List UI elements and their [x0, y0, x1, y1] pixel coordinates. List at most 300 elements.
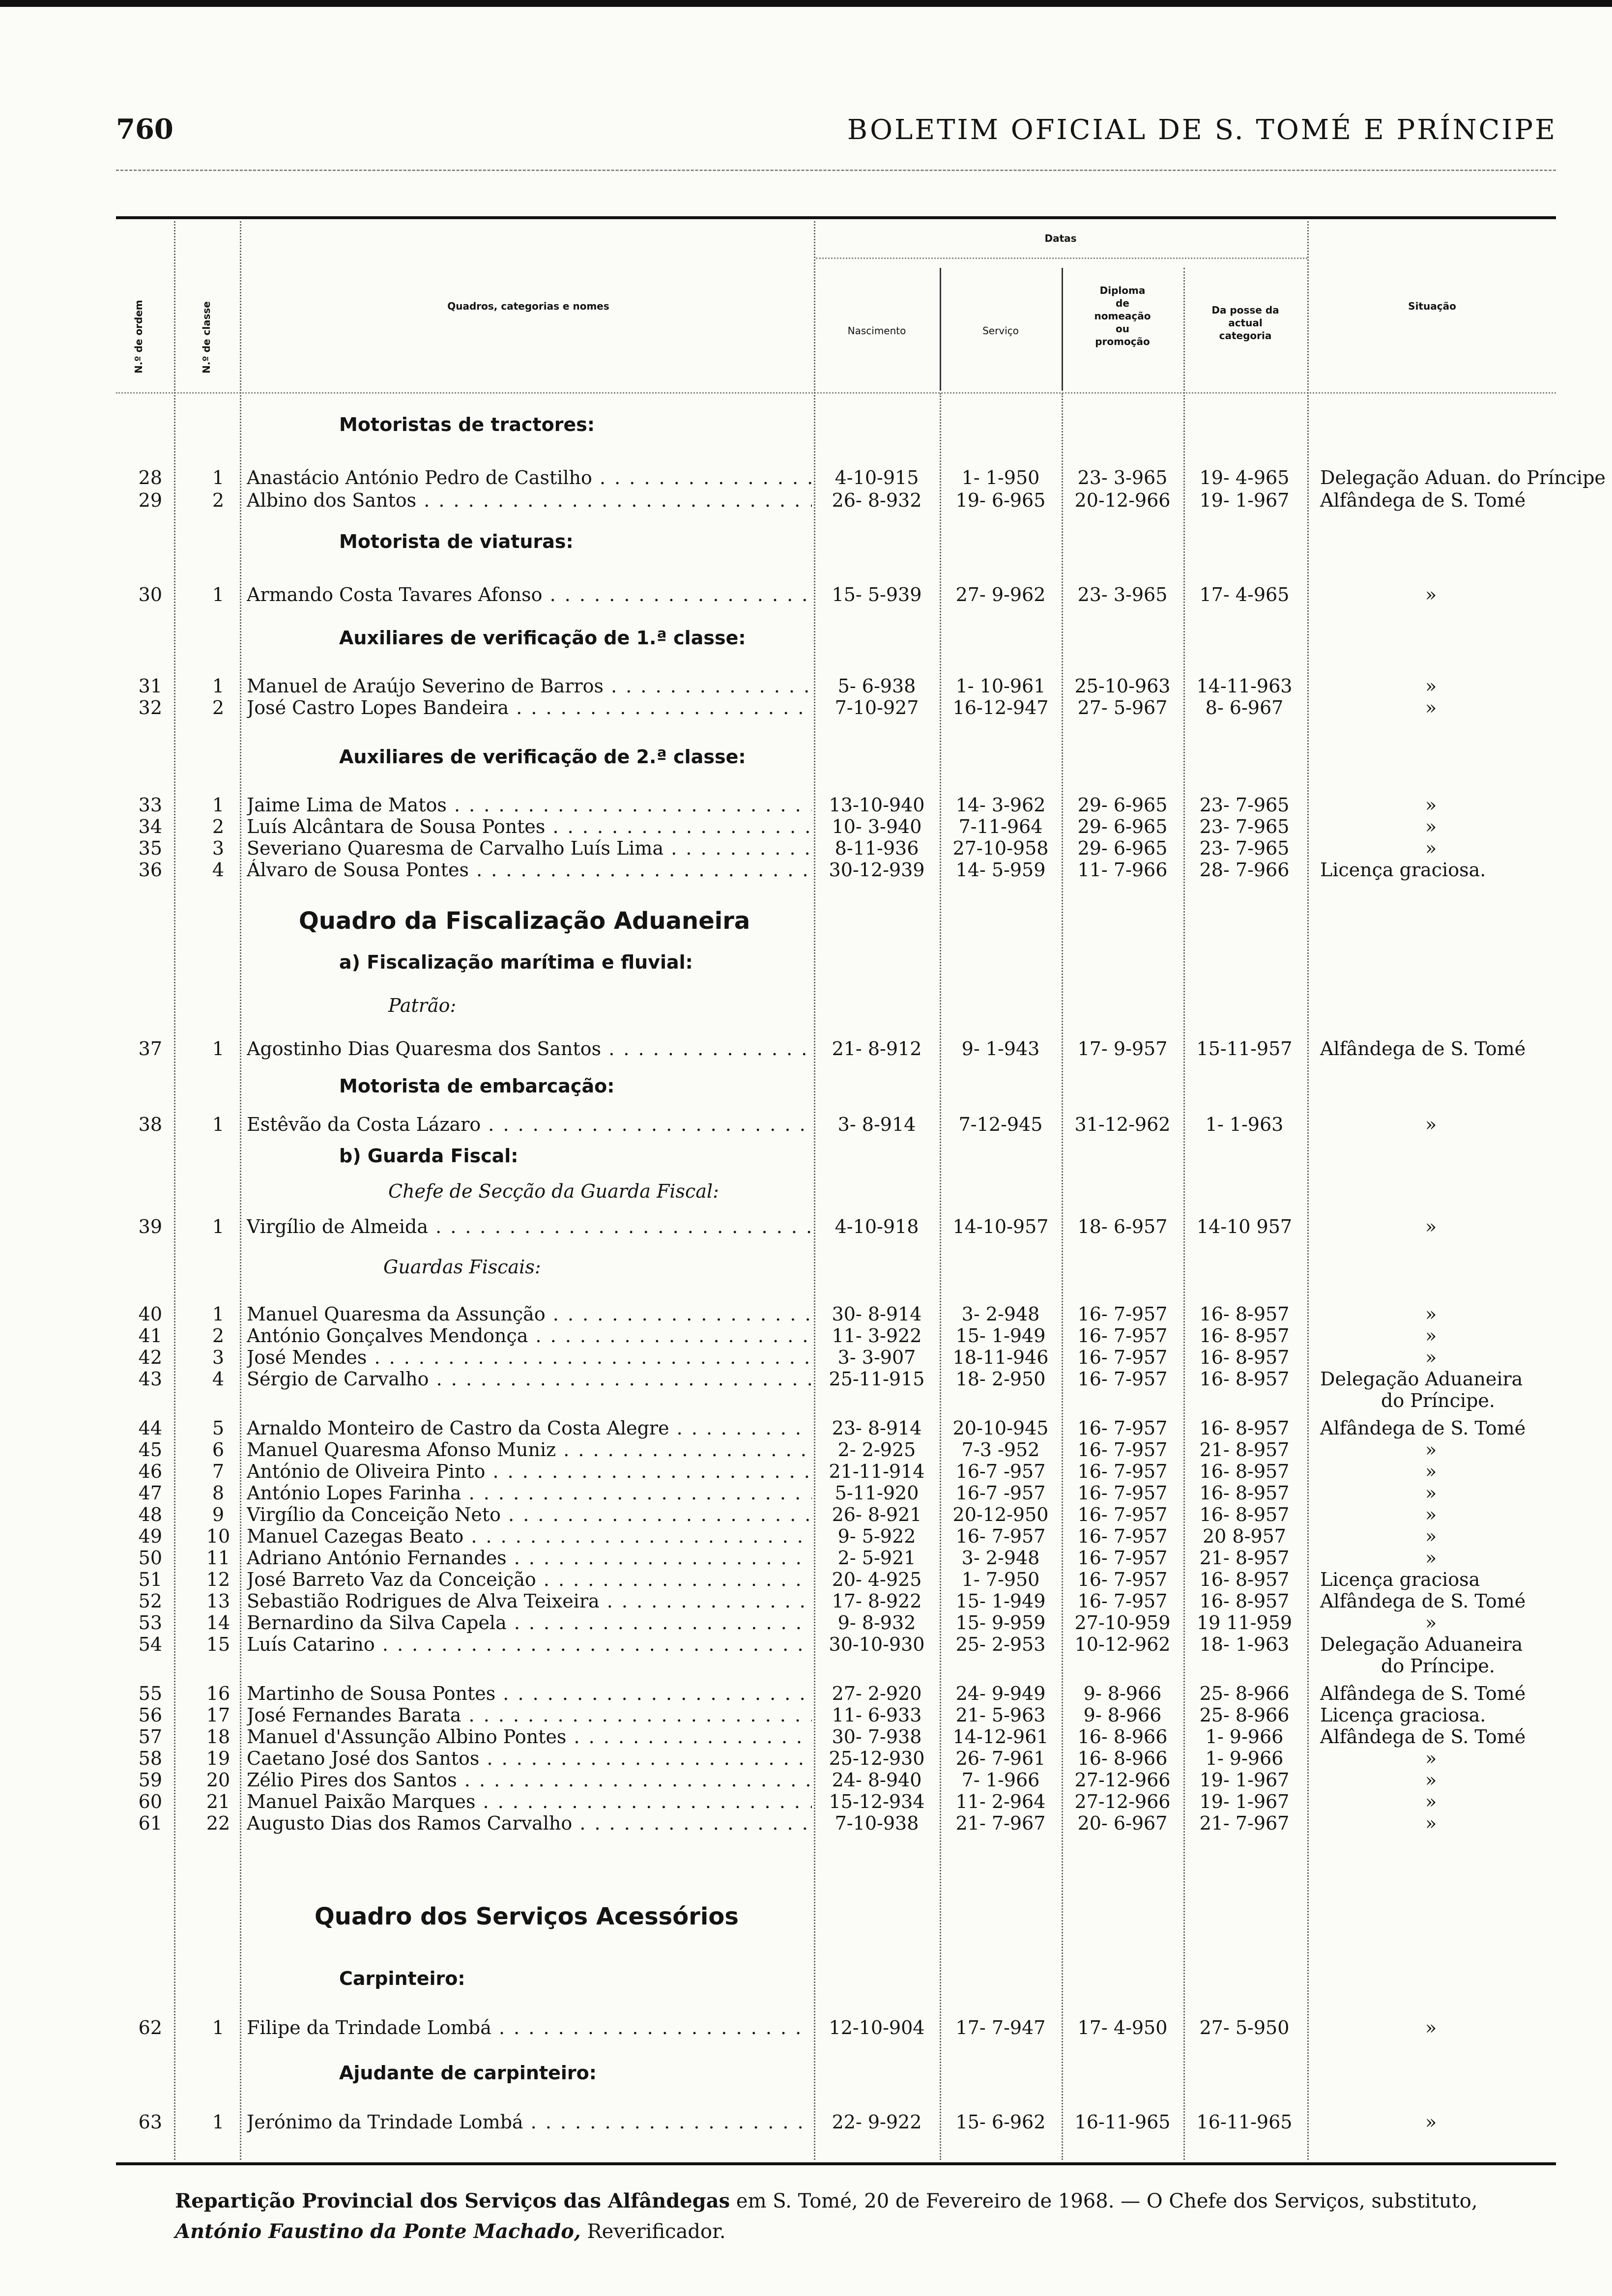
table-row [0, 1812, 1612, 1834]
cell-k: 2 [212, 489, 225, 511]
table-row [0, 1347, 1612, 1368]
header-rule [116, 170, 1556, 171]
dates-group-rule [816, 258, 1307, 259]
col-divider-order [174, 221, 175, 2160]
cell-name: António Lopes Farinha . . . [247, 1482, 812, 1504]
cell-d3: 23- 3-965 [1077, 467, 1168, 488]
cell-name: Augusto Dias dos Ramos Carvalho . . . [247, 1812, 812, 1834]
cell-n: 59 [138, 1769, 162, 1791]
table-row [0, 584, 1612, 605]
cell-d3: 16- 7-957 [1077, 1417, 1168, 1439]
cell-d3: 27-12-966 [1074, 1791, 1171, 1812]
cell-k: 16 [206, 1683, 230, 1704]
table-row [0, 1791, 1612, 1812]
cell-d3: 27- 5-967 [1077, 697, 1168, 718]
cell-d1: 17- 8-922 [832, 1590, 922, 1612]
cell-n: 54 [138, 1634, 162, 1655]
cell-n: 48 [138, 1504, 162, 1525]
cell-d4: 21- 7-967 [1199, 1812, 1290, 1834]
cell-situation: » [1425, 1748, 1437, 1769]
cell-d3: 16- 7-957 [1077, 1504, 1168, 1525]
table-row [0, 1547, 1612, 1569]
cell-d3: 16- 7-957 [1077, 1461, 1168, 1482]
cell-d2: 7-3 -952 [961, 1439, 1040, 1461]
table-row [0, 1114, 1612, 1135]
section-tractor-drivers: Motoristas de tractores: [339, 414, 595, 435]
cell-d2: 21- 7-967 [955, 1812, 1046, 1834]
header-birth: Nascimento [847, 325, 906, 337]
section-carpenter: Carpinteiro: [339, 1968, 465, 1989]
cell-k: 1 [212, 1303, 225, 1325]
header-diploma-l3: nomeação [1094, 310, 1151, 322]
cell-d3: 16- 7-957 [1077, 1439, 1168, 1461]
cell-d3: 16- 7-957 [1077, 1525, 1168, 1547]
cell-d2: 21- 5-963 [955, 1704, 1046, 1726]
cell-d4: 14-11-963 [1196, 675, 1293, 697]
table-row [0, 1590, 1612, 1612]
cell-name: Armando Costa Tavares Afonso . . . [247, 584, 812, 605]
cell-d4: 16- 8-957 [1199, 1417, 1290, 1439]
cell-name: Virgílio de Almeida . . . [247, 1216, 812, 1237]
cell-d1: 4-10-915 [835, 467, 919, 488]
footer-role: Reverificador. [587, 2220, 726, 2243]
cell-d3: 11- 7-966 [1077, 859, 1168, 881]
cell-n: 36 [138, 859, 162, 881]
cell-d2: 18- 2-950 [955, 1368, 1046, 1390]
cell-d2: 27- 9-962 [955, 584, 1046, 605]
cell-situation-cont: do Príncipe. [1381, 1655, 1495, 1677]
cell-d4: 21- 8-957 [1199, 1439, 1290, 1461]
header-dates: Datas [1044, 232, 1077, 244]
cell-name: Sebastião Rodrigues de Alva Teixeira . . . [247, 1590, 812, 1612]
cell-name: Zélio Pires dos Santos . . . [247, 1769, 812, 1791]
cell-name: Manuel Quaresma Afonso Muniz . . . [247, 1439, 812, 1461]
cell-name: Manuel Quaresma da Assunção . . . [247, 1303, 812, 1325]
cell-situation: » [1425, 1216, 1437, 1237]
cell-k: 19 [206, 1748, 230, 1769]
header-posse-l2: actual [1228, 317, 1263, 329]
cell-situation: » [1425, 1482, 1437, 1504]
cell-d4: 19 11-959 [1196, 1612, 1293, 1634]
footer-signer: António Faustino da Ponte Machado, [175, 2220, 581, 2243]
cell-situation: » [1425, 1347, 1437, 1368]
publication-title: BOLETIM OFICIAL DE S. TOMÉ E PRÍNCIPE [847, 114, 1557, 146]
cell-k: 1 [212, 584, 225, 605]
cell-n: 41 [138, 1325, 162, 1347]
cell-k: 18 [206, 1726, 230, 1748]
cell-d2: 24- 9-949 [955, 1683, 1046, 1704]
table-row [0, 1726, 1612, 1748]
col-divider-class [240, 221, 241, 2160]
cell-situation: » [1425, 1612, 1437, 1634]
cell-situation: Licença graciosa [1320, 1569, 1480, 1590]
cell-name: José Castro Lopes Bandeira . . . [247, 697, 812, 718]
cell-d1: 21-11-914 [829, 1461, 925, 1482]
cell-d1: 12-10-904 [829, 2017, 925, 2038]
cell-d1: 15- 5-939 [832, 584, 922, 605]
cell-d1: 30- 7-938 [832, 1726, 922, 1748]
cell-d4: 18- 1-963 [1199, 1634, 1290, 1655]
cell-d1: 15-12-934 [829, 1791, 925, 1812]
cell-d3: 29- 6-965 [1077, 837, 1168, 859]
cell-situation: » [1425, 1812, 1437, 1834]
cell-situation: » [1425, 1525, 1437, 1547]
cell-name: Manuel Paixão Marques . . . [247, 1791, 812, 1812]
col-divider-diploma [1183, 268, 1185, 2160]
cell-situation: Licença graciosa. [1320, 1704, 1486, 1726]
cell-d1: 8-11-936 [835, 837, 919, 859]
cell-d4: 23- 7-965 [1199, 816, 1290, 837]
cell-n: 45 [138, 1439, 162, 1461]
cell-d3: 29- 6-965 [1077, 794, 1168, 816]
cell-situation: Licença graciosa. [1320, 859, 1486, 881]
section-vehicle-driver: Motorista de viaturas: [339, 531, 574, 552]
cell-name: Manuel d'Assunção Albino Pontes . . . [247, 1726, 812, 1748]
cell-n: 55 [138, 1683, 162, 1704]
cell-n: 30 [138, 584, 162, 605]
section-customs-inspection: Quadro da Fiscalização Aduaneira [299, 907, 750, 935]
cell-d4: 17- 4-965 [1199, 584, 1290, 605]
cell-name: José Barreto Vaz da Conceição . . . [247, 1569, 812, 1590]
section-maritime: a) Fiscalização marítima e fluvial: [339, 951, 693, 973]
cell-d2: 15- 1-949 [955, 1590, 1046, 1612]
cell-d4: 28- 7-966 [1199, 859, 1290, 881]
cell-d4: 16- 8-957 [1199, 1569, 1290, 1590]
section-guardas-fiscais: Guardas Fiscais: [383, 1256, 541, 1278]
cell-d4: 16- 8-957 [1199, 1347, 1290, 1368]
cell-d3: 9- 8-966 [1083, 1683, 1162, 1704]
table-bottom-rule [116, 2162, 1556, 2165]
cell-k: 10 [206, 1525, 230, 1547]
cell-n: 40 [138, 1303, 162, 1325]
cell-d1: 26- 8-921 [832, 1504, 922, 1525]
cell-d2: 26- 7-961 [955, 1748, 1046, 1769]
cell-n: 43 [138, 1368, 162, 1390]
header-class-number: N.º de classe [201, 301, 212, 373]
cell-k: 9 [212, 1504, 225, 1525]
cell-k: 3 [212, 1347, 225, 1368]
cell-situation: Alfândega de S. Tomé [1320, 489, 1526, 511]
cell-d4: 1- 9-966 [1205, 1748, 1284, 1769]
cell-name: Estêvão da Costa Lázaro . . . [247, 1114, 812, 1135]
footer-signature [175, 2186, 1571, 2247]
cell-d2: 1- 1-950 [961, 467, 1040, 488]
cell-k: 1 [212, 2111, 225, 2133]
cell-k: 12 [206, 1569, 230, 1590]
cell-name: Albino dos Santos . . . [247, 489, 812, 511]
cell-d1: 21- 8-912 [832, 1038, 922, 1060]
cell-n: 46 [138, 1461, 162, 1482]
cell-k: 1 [212, 1114, 225, 1135]
cell-d2: 16- 7-957 [955, 1525, 1046, 1547]
cell-d2: 7-11-964 [958, 816, 1043, 837]
cell-d3: 23- 3-965 [1077, 584, 1168, 605]
cell-d3: 27-12-966 [1074, 1769, 1171, 1791]
cell-d4: 27- 5-950 [1199, 2017, 1290, 2038]
cell-situation: » [1425, 1114, 1437, 1135]
cell-d2: 7-12-945 [958, 1114, 1043, 1135]
cell-n: 61 [138, 1812, 162, 1834]
cell-n: 49 [138, 1525, 162, 1547]
cell-name: Sérgio de Carvalho . . . [247, 1368, 812, 1390]
cell-situation: » [1425, 1461, 1437, 1482]
cell-k: 13 [206, 1590, 230, 1612]
table-row [0, 1368, 1612, 1411]
cell-k: 21 [206, 1791, 230, 1812]
cell-k: 4 [212, 1368, 225, 1390]
cell-n: 28 [138, 467, 162, 488]
cell-d1: 20- 4-925 [832, 1569, 922, 1590]
cell-situation: Alfândega de S. Tomé [1320, 1726, 1526, 1748]
cell-k: 8 [212, 1482, 225, 1504]
cell-name: Manuel de Araújo Severino de Barros . . . [247, 675, 812, 697]
cell-d2: 1- 10-961 [955, 675, 1046, 697]
table-row [0, 489, 1612, 511]
cell-d2: 17- 7-947 [955, 2017, 1046, 2038]
cell-d2: 3- 2-948 [961, 1547, 1040, 1569]
cell-d3: 20- 6-967 [1077, 1812, 1168, 1834]
cell-situation: Delegação Aduaneira [1320, 1368, 1523, 1390]
cell-name: Arnaldo Monteiro de Castro da Costa Alegre . . . [247, 1417, 812, 1439]
cell-name: Agostinho Dias Quaresma dos Santos . . . [247, 1038, 812, 1060]
cell-d3: 16- 7-957 [1077, 1347, 1168, 1368]
cell-k: 2 [212, 816, 225, 837]
cell-d1: 9- 5-922 [837, 1525, 916, 1547]
cell-d1: 26- 8-932 [832, 489, 922, 511]
cell-d1: 24- 8-940 [832, 1769, 922, 1791]
cell-n: 35 [138, 837, 162, 859]
cell-d1: 11- 6-933 [832, 1704, 922, 1726]
cell-d1: 25-11-915 [829, 1368, 925, 1390]
cell-d2: 16-7 -957 [955, 1482, 1046, 1504]
cell-d1: 5-11-920 [835, 1482, 919, 1504]
cell-situation: Alfândega de S. Tomé [1320, 1038, 1526, 1060]
cell-k: 3 [212, 837, 225, 859]
cell-situation-cont: do Príncipe. [1381, 1390, 1495, 1411]
cell-name: Jaime Lima de Matos . . . [247, 794, 812, 816]
cell-d4: 19- 1-967 [1199, 1791, 1290, 1812]
cell-d1: 23- 8-914 [832, 1417, 922, 1439]
section-accessory-services: Quadro dos Serviços Acessórios [315, 1903, 739, 1930]
cell-situation: » [1425, 1769, 1437, 1791]
cell-k: 1 [212, 1038, 225, 1060]
cell-d4: 16- 8-957 [1199, 1504, 1290, 1525]
cell-d4: 16- 8-957 [1199, 1303, 1290, 1325]
cell-situation: » [1425, 816, 1437, 837]
cell-d2: 15- 6-962 [955, 2111, 1046, 2133]
cell-situation: » [1425, 1303, 1437, 1325]
cell-d1: 2- 2-925 [837, 1439, 916, 1461]
cell-d3: 16-11-965 [1074, 2111, 1171, 2133]
table-row [0, 1417, 1612, 1439]
col-divider-names [814, 221, 815, 2160]
cell-n: 38 [138, 1114, 162, 1135]
cell-d1: 5- 6-938 [837, 675, 916, 697]
cell-k: 4 [212, 859, 225, 881]
table-row [0, 1038, 1612, 1060]
cell-k: 5 [212, 1417, 225, 1439]
table-row [0, 1569, 1612, 1590]
cell-d4: 25- 8-966 [1199, 1704, 1290, 1726]
cell-d3: 17- 9-957 [1077, 1038, 1168, 1060]
cell-d4: 20 8-957 [1203, 1525, 1286, 1547]
cell-n: 29 [138, 489, 162, 511]
cell-situation: » [1425, 1504, 1437, 1525]
cell-d3: 16- 8-966 [1077, 1726, 1168, 1748]
header-service: Serviço [982, 325, 1019, 337]
cell-n: 42 [138, 1347, 162, 1368]
cell-situation: » [1425, 1439, 1437, 1461]
cell-d2: 18-11-946 [952, 1347, 1049, 1368]
cell-n: 47 [138, 1482, 162, 1504]
cell-d3: 27-10-959 [1074, 1612, 1171, 1634]
cell-d4: 16-11-965 [1196, 2111, 1293, 2133]
cell-d4: 23- 7-965 [1199, 837, 1290, 859]
header-posse-l1: Da posse da [1211, 304, 1279, 316]
cell-n: 39 [138, 1216, 162, 1237]
cell-d4: 8- 6-967 [1205, 697, 1284, 718]
cell-d2: 20-10-945 [952, 1417, 1049, 1439]
table-row [0, 1439, 1612, 1461]
cell-k: 14 [206, 1612, 230, 1634]
col-divider-service-body [1062, 393, 1063, 2160]
cell-name: Martinho de Sousa Pontes . . . [247, 1683, 812, 1704]
table-row [0, 1504, 1612, 1525]
cell-d1: 22- 9-922 [832, 2111, 922, 2133]
section-verification-1st: Auxiliares de verificação de 1.ª classe: [339, 627, 746, 649]
cell-situation: » [1425, 1325, 1437, 1347]
header-posse [1183, 304, 1307, 342]
cell-d3: 16- 7-957 [1077, 1325, 1168, 1347]
cell-d4: 16- 8-957 [1199, 1325, 1290, 1347]
cell-d1: 30-12-939 [829, 859, 925, 881]
table-row [0, 1612, 1612, 1634]
cell-name: Virgílio da Conceição Neto . . . [247, 1504, 812, 1525]
col-divider-birth-body [940, 393, 941, 2160]
cell-d2: 14-12-961 [952, 1726, 1049, 1748]
cell-d1: 13-10-940 [829, 794, 925, 816]
cell-d3: 16- 8-966 [1077, 1748, 1168, 1769]
cell-name: António de Oliveira Pinto . . . [247, 1461, 812, 1482]
cell-d1: 7-10-938 [835, 1812, 919, 1834]
cell-d4: 1- 1-963 [1205, 1114, 1284, 1135]
cell-d3: 16- 7-957 [1077, 1590, 1168, 1612]
table-row [0, 1303, 1612, 1325]
cell-d2: 20-12-950 [952, 1504, 1049, 1525]
cell-situation: Alfândega de S. Tomé [1320, 1683, 1526, 1704]
cell-n: 63 [138, 2111, 162, 2133]
cell-k: 11 [206, 1547, 230, 1569]
cell-n: 57 [138, 1726, 162, 1748]
table-row [0, 467, 1612, 488]
cell-k: 22 [206, 1812, 230, 1834]
table-row [0, 1216, 1612, 1237]
cell-n: 62 [138, 2017, 162, 2038]
cell-d1: 30-10-930 [829, 1634, 925, 1655]
table-row [0, 2017, 1612, 2038]
table-row [0, 675, 1612, 697]
cell-d3: 18- 6-957 [1077, 1216, 1168, 1237]
cell-d2: 3- 2-948 [961, 1303, 1040, 1325]
cell-d2: 1- 7-950 [961, 1569, 1040, 1590]
cell-situation: Alfândega de S. Tomé [1320, 1590, 1526, 1612]
section-patrao: Patrão: [388, 995, 457, 1016]
cell-d4: 21- 8-957 [1199, 1547, 1290, 1569]
cell-d2: 15- 1-949 [955, 1325, 1046, 1347]
cell-d1: 7-10-927 [835, 697, 919, 718]
cell-d1: 3- 3-907 [837, 1347, 916, 1368]
cell-d2: 19- 6-965 [955, 489, 1046, 511]
cell-n: 60 [138, 1791, 162, 1812]
cell-d2: 7- 1-966 [961, 1769, 1040, 1791]
cell-d2: 14-10-957 [952, 1216, 1049, 1237]
cell-k: 1 [212, 675, 225, 697]
cell-d1: 10- 3-940 [832, 816, 922, 837]
header-names: Quadros, categorias e nomes [447, 300, 609, 312]
table-row [0, 1461, 1612, 1482]
section-guarda-fiscal: b) Guarda Fiscal: [339, 1145, 518, 1167]
cell-n: 51 [138, 1569, 162, 1590]
cell-d3: 16- 7-957 [1077, 1368, 1168, 1390]
table-row [0, 697, 1612, 718]
cell-d4: 16- 8-957 [1199, 1461, 1290, 1482]
header-bottom-rule [116, 392, 1556, 394]
table-top-rule [116, 216, 1556, 219]
cell-d2: 11- 2-964 [955, 1791, 1046, 1812]
cell-d4: 23- 7-965 [1199, 794, 1290, 816]
section-verification-2nd: Auxiliares de verificação de 2.ª classe: [339, 746, 746, 768]
cell-situation: Delegação Aduan. do Príncipe [1320, 467, 1606, 488]
cell-d4: 14-10 957 [1196, 1216, 1293, 1237]
cell-situation: » [1425, 584, 1437, 605]
cell-d2: 14- 5-959 [955, 859, 1046, 881]
cell-k: 2 [212, 1325, 225, 1347]
header-diploma-l5: promoção [1095, 336, 1150, 347]
cell-situation: Delegação Aduaneira [1320, 1634, 1523, 1655]
cell-d1: 27- 2-920 [832, 1683, 922, 1704]
cell-d4: 19- 4-965 [1199, 467, 1290, 488]
table-row [0, 1482, 1612, 1504]
cell-k: 1 [212, 2017, 225, 2038]
table-row [0, 1748, 1612, 1769]
table-row [0, 816, 1612, 837]
table-row [0, 837, 1612, 859]
cell-n: 50 [138, 1547, 162, 1569]
cell-situation: Alfândega de S. Tomé [1320, 1417, 1526, 1439]
header-diploma-l4: ou [1116, 323, 1129, 335]
cell-d2: 25- 2-953 [955, 1634, 1046, 1655]
table-row [0, 1769, 1612, 1791]
cell-k: 20 [206, 1769, 230, 1791]
cell-name: Álvaro de Sousa Pontes . . . [247, 859, 812, 881]
table-row [0, 1634, 1612, 1677]
cell-k: 1 [212, 1216, 225, 1237]
section-chefe-seccao: Chefe de Secção da Guarda Fiscal: [388, 1180, 719, 1202]
cell-n: 37 [138, 1038, 162, 1060]
cell-d4: 19- 1-967 [1199, 489, 1290, 511]
cell-name: Caetano José dos Santos . . . [247, 1748, 812, 1769]
cell-situation: » [1425, 794, 1437, 816]
cell-d2: 14- 3-962 [955, 794, 1046, 816]
page-number: 760 [116, 113, 173, 145]
cell-d3: 20-12-966 [1074, 489, 1171, 511]
cell-d3: 16- 7-957 [1077, 1482, 1168, 1504]
cell-d3: 10-12-962 [1074, 1634, 1171, 1655]
header-posse-l3: categoria [1219, 330, 1272, 342]
cell-d1: 4-10-918 [835, 1216, 919, 1237]
cell-d3: 29- 6-965 [1077, 816, 1168, 837]
cell-d2: 16-7 -957 [955, 1461, 1046, 1482]
